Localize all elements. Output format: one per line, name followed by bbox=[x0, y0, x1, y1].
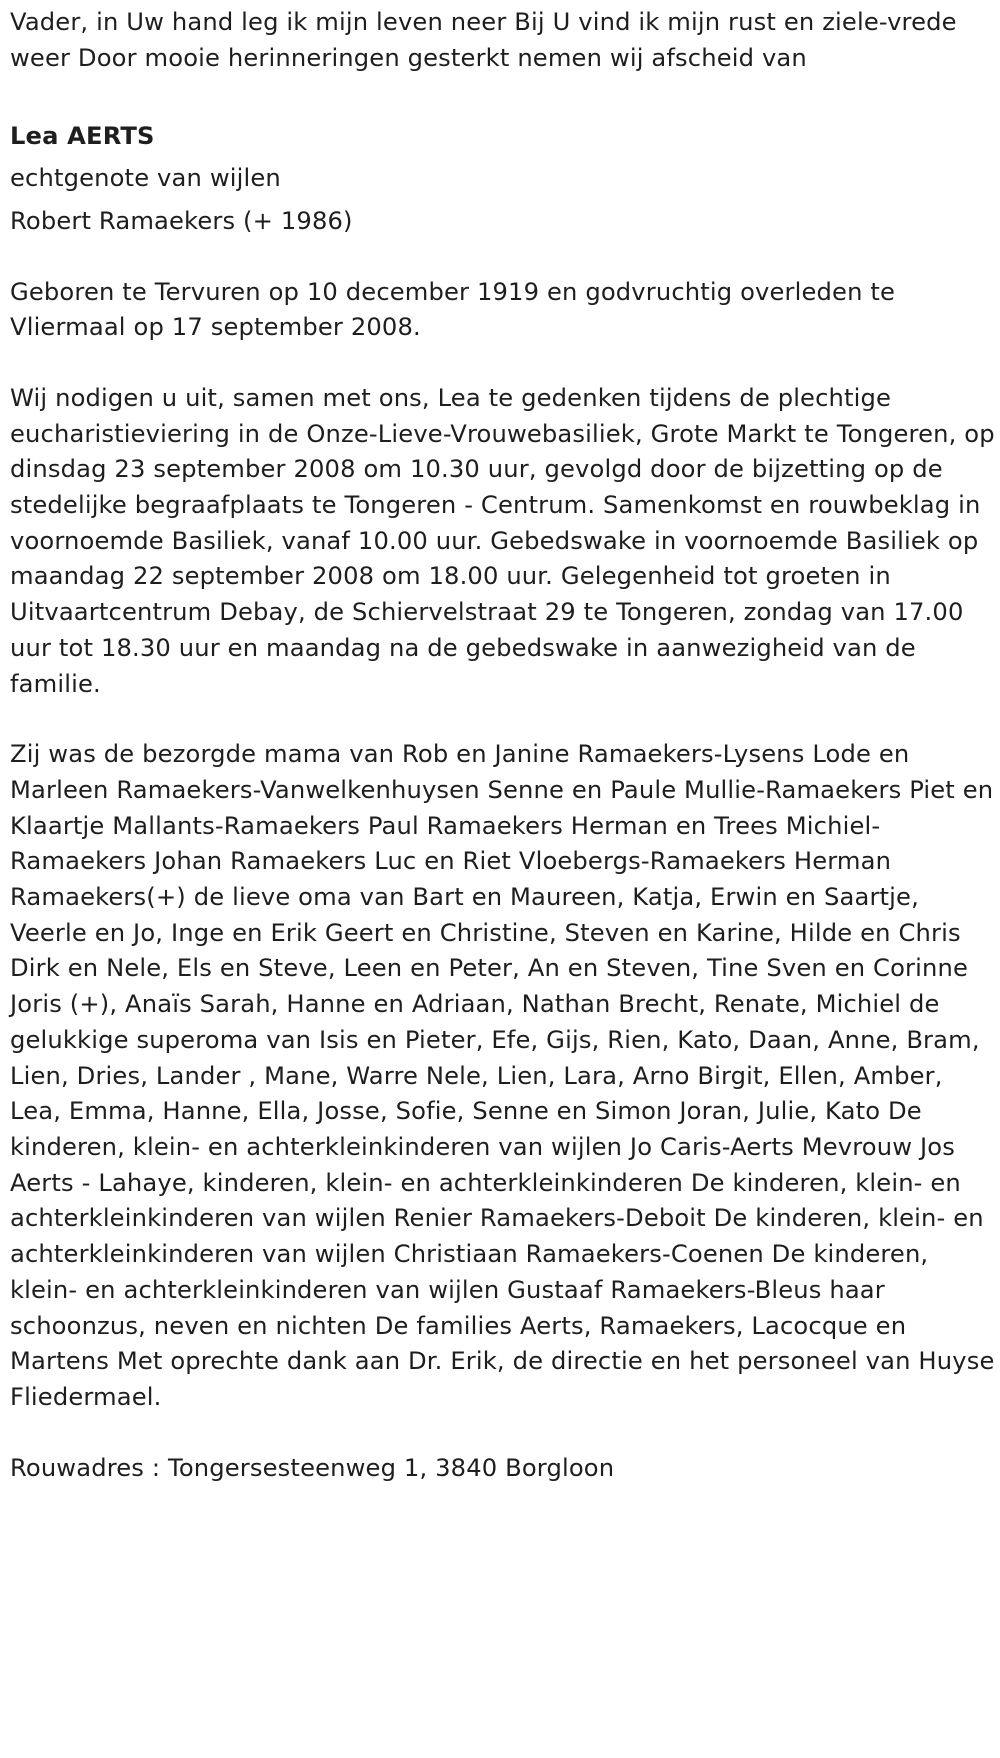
obituary-notice bbox=[10, 5, 1000, 1486]
birth-death-text: Geboren te Tervuren op 10 december 1919 en godvruchtig overleden te Vliermaal op 17 september 2008. bbox=[10, 277, 896, 342]
mourning-address: Rouwadres : Tongersesteenweg 1, 3840 Borgloon bbox=[10, 1453, 615, 1482]
deceased-name: Lea AERTS bbox=[10, 122, 155, 151]
spouse-relation: echtgenote van wijlen bbox=[10, 164, 281, 193]
poem-text: Vader, in Uw hand leg ik mijn leven neer Bij U vind ik mijn rust en ziele-vrede weer Door mooie herinneringen gesterkt nemen wij afscheid van bbox=[10, 8, 957, 72]
family-text: Zij was de bezorgde mama van Rob en Janine Ramaekers-Lysens Lode en Marleen Ramaekers-Vanwelkenhuysen Senne en Paule Mullie-Ramaekers Piet en Klaartje Mallants-Ramaekers Paul Ramaekers Herman en Trees Michiel-Ramaekers Johan Ramaekers Luc en Riet Vloebergs-Ramaekers Herman Ramaekers(+) de lieve oma van Bart en Maureen, Katja, Erwin en Saartje, Veerle en Jo, Inge en Erik Geert en Christine, Steven en Karine, Hilde en Chris Dirk en Nele, Els en Steve, Leen en Peter, An en Steven, Tine Sven en Corinne Joris (+), Anaïs Sarah, Hanne en Adriaan, Nathan Brecht, Renate, Michiel de gelukkige superoma van Isis en Pieter, Efe, Gijs, Rien, Kato, Daan, Anne, Bram, Lien, Dries, Lander , Mane, Warre Nele, Lien, Lara, Arno Birgit, Ellen, Amber, Lea, Emma, Hanne, Ella, Josse, Sofie, Senne en Simon Joran, Julie, Kato De kinderen, klein- en achterkleinkinderen van wijlen Jo Caris-Aerts Mevrouw Jos Aerts - Lahaye, kinderen, klein- en achterkleinkinderen De kinderen, klein- en achterkleinkinderen van wijlen Renier Ramaekers-Deboit De kinderen, klein- en achterkleinkinderen van wijlen Christiaan Ramaekers-Coenen De kinderen, klein- en achterkleinkinderen van wijlen Gustaaf Ramaekers-Bleus haar schoonzus, neven en nichten De families Aerts, Ramaekers, Lacocque en Martens Met oprechte dank aan Dr. Erik, de directie en het personeel van Huyse Fliedermael. bbox=[10, 740, 995, 1411]
invitation-text: Wij nodigen u uit, samen met ons, Lea te gedenken tijdens de plechtige eucharistieviering in de Onze-Lieve-Vrouwebasiliek, Grote Markt te Tongeren, op dinsdag 23 september 2008 om 10.30 uur, gevolgd door de bijzetting op de stedelijke begraafplaats te Tongeren - Centrum. Samenkomst en rouwbeklag in voornoemde Basiliek, vanaf 10.00 uur. Gebedswake in voornoemde Basiliek op maandag 22 september 2008 om 18.00 uur. Gelegenheid tot groeten in Uitvaartcentrum Debay, de Schiervelstraat 29 te Tongeren, zondag van 17.00 uur tot 18.30 uur en maandag na de gebedswake in aanwezigheid van de familie. bbox=[10, 383, 995, 698]
spouse-name: Robert Ramaekers (+ 1986) bbox=[10, 206, 353, 235]
